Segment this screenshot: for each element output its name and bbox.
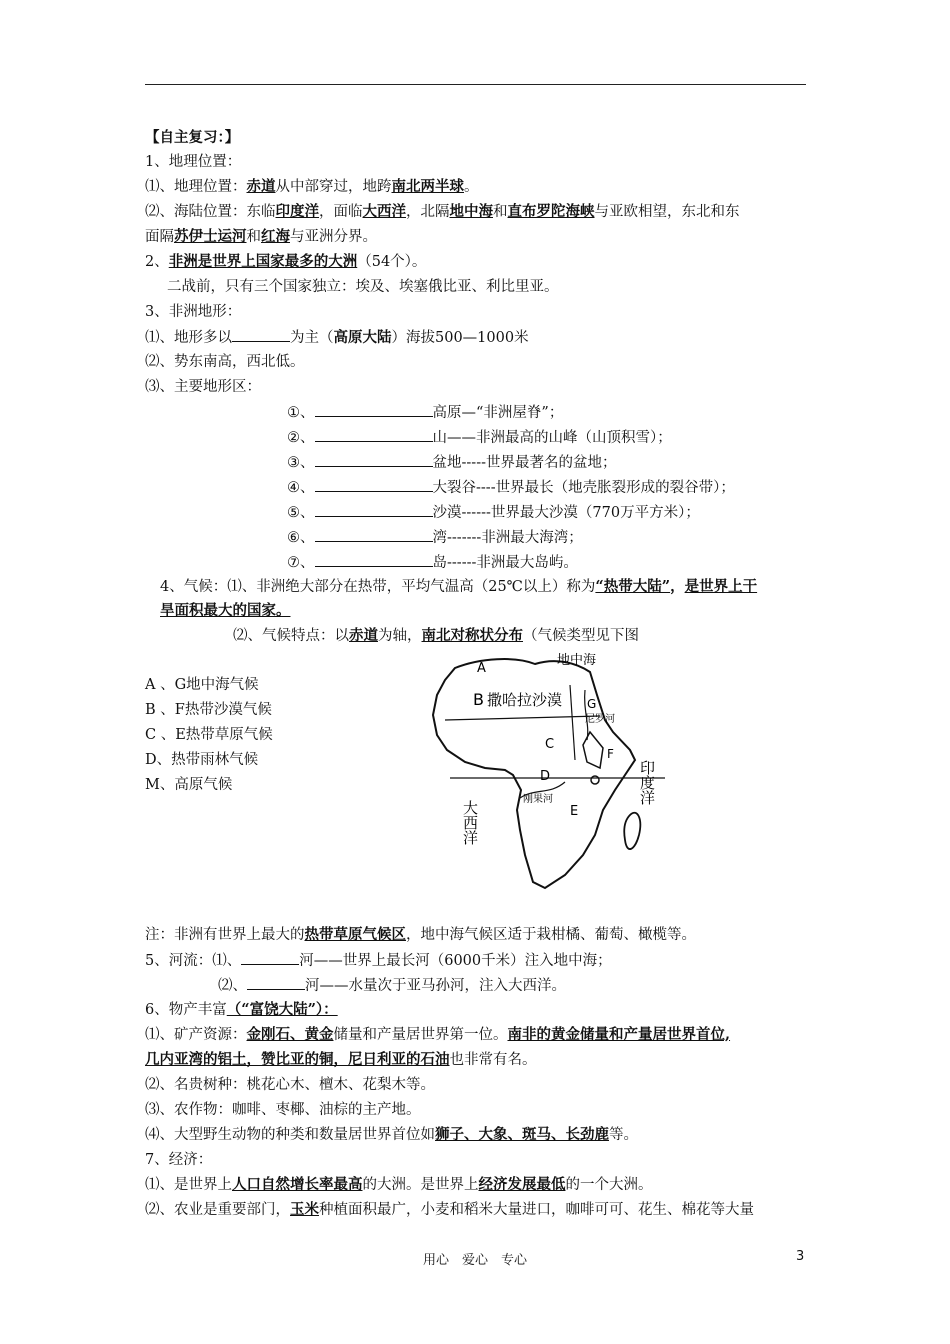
map-label-E: E [570,804,579,819]
s6-p1-cont: 几内亚湾的铝土，赞比亚的铜，尼日利亚的石油也非常有名。 [145,1051,537,1068]
africa-climate-map [425,650,670,900]
map-label-F: F [607,747,614,761]
map-label-nile: 尼罗河 [585,714,615,725]
s7-p1: ⑴、是世界上人口自然增长率最高的大洲。是世界上经济发展最低的一个大洲。 [145,1176,653,1193]
s7-p2: ⑵、农业是重要部门，玉米种植面积最广，小麦和稻米大量进口，咖啡可可、花生、棉花等大量 [145,1201,754,1218]
blank-field [232,327,290,342]
landform-item: ③、 盆地-----世界最著名的盆地； [287,452,950,473]
s1-title: 1、地理位置： [145,154,242,170]
s6-title: 6、物产丰富（“富饶大陆”）： [145,1001,338,1018]
blank-field [315,552,433,567]
note-line: 注：非洲有世界上最大的热带草原气候区，地中海气候区适于栽柑橘、葡萄、橄榄等。 [145,926,696,943]
s3-p2: ⑵、势东南高，西北低。 [145,354,305,370]
map-label-A: A [477,661,486,676]
landform-item: ⑦、 岛------非洲最大岛屿。 [287,552,950,573]
blank-field [315,502,433,517]
s4-p2: ⑵、气候特点：以赤道为轴，南北对称状分布（气候类型见下图 [233,627,639,644]
s2-note: 二战前，只有三个国家独立：埃及、埃塞俄比亚、利比里亚。 [167,279,559,295]
s6-p4: ⑷、大型野生动物的种类和数量居世界首位如狮子、大象、斑马、长劲鹿等。 [145,1126,638,1143]
boundary-line [570,685,575,760]
s5-line1: 5、河流：⑴、 河——世界上最长河（6000千米）注入地中海； [145,950,810,971]
s4-line2: 旱面积最大的国家。 [160,602,291,619]
s2-line: 2、非洲是世界上国家最多的大洲（54个）。 [145,253,427,270]
map-label-indian-ocean: 印度洋 [638,760,656,805]
legend-item: A 、G地中海气候 [145,677,259,693]
s7-title: 7、经济： [145,1152,213,1168]
landform-item: ⑥、 湾-------非洲最大海湾； [287,527,950,548]
s1-p2: ⑵、海陆位置：东临印度洋，面临大西洋，北隔地中海和直布罗陀海峡与亚欧相望，东北和东 [145,203,740,220]
page-footer: 用心 爱心 专心 [422,1253,527,1268]
blank-field [315,427,433,442]
s3-title: 3、非洲地形： [145,304,242,320]
landform-item: ①、 高原—“非洲屋脊”； [287,402,950,423]
section-heading: 【自主复习：】 [145,129,240,146]
landform-item: ②、 山——非洲最高的山峰（山顶积雪）； [287,427,950,448]
page-number: 3 [796,1249,805,1264]
legend-item: D、热带雨林气候 [145,752,259,768]
boundary-line [445,716,600,720]
blank-field [315,452,433,467]
s1-p2-cont: 面隔苏伊士运河和红海与亚洲分界。 [145,228,377,245]
blank-field [247,975,305,990]
map-label-atlantic: 大西洋 [461,800,479,845]
map-label-G: G [587,697,597,711]
highland-zone [583,732,603,768]
s6-p3: ⑶、农作物：咖啡、枣椰、油棕的主产地。 [145,1102,421,1118]
blank-field [315,527,433,542]
s3-p3: ⑶、主要地形区： [145,379,261,395]
blank-field [241,950,299,965]
s5-line2: ⑵、 河——水量次于亚马孙河，注入大西洋。 [218,975,883,996]
blank-field [315,402,433,417]
landform-item: ⑤、 沙漠------世界最大沙漠（770万平方米）； [287,502,950,523]
s4-line1: 4、气候：⑴、非洲绝大部分在热带，平均气温高（25℃以上）称为“热带大陆”，是世界上干 [160,578,758,595]
kilimanjaro-marker [591,776,599,784]
madagascar-outline [624,813,640,849]
map-label-sahara: 撒哈拉沙漠 [487,691,563,709]
blank-field [315,477,433,492]
map-label-congo: 刚果河 [523,794,553,805]
map-label-med: 地中海 [557,653,597,668]
landform-item: ④、 大裂谷----世界最长（地壳胀裂形成的裂谷带）； [287,477,950,498]
legend-item: C 、E热带草原气候 [145,727,273,743]
s1-p1: ⑴、地理位置：赤道从中部穿过，地跨南北两半球。 [145,178,479,195]
s6-p2: ⑵、名贵树种：桃花心木、檀木、花梨木等。 [145,1077,435,1093]
legend-item: B 、F热带沙漠气候 [145,702,272,718]
header-rule [145,84,806,85]
s3-p1: ⑴、地形多以 为主（高原大陆）海拔500—1000米 [145,329,529,346]
map-label-D: D [540,769,551,784]
legend-item: M、高原气候 [145,777,233,793]
map-label-C: C [545,737,555,752]
s6-p1: ⑴、矿产资源：金刚石、黄金储量和产量居世界第一位。南非的黄金储量和产量居世界首位, [145,1026,731,1043]
map-label-B: B [473,690,484,709]
